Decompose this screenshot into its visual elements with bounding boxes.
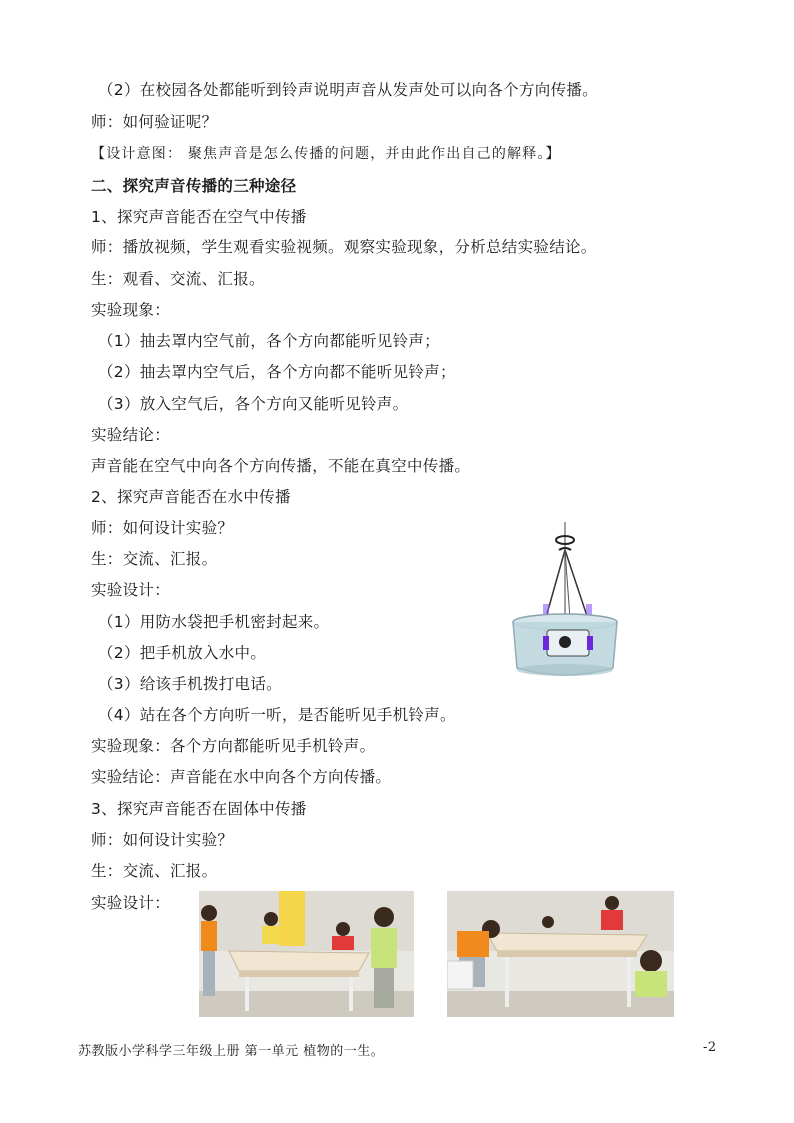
water-tank-photo (503, 520, 627, 686)
text-line: 声音能在空气中向各个方向传播，不能在真空中传播。 (91, 457, 471, 475)
text-line: 师：如何验证呢？ (91, 113, 218, 131)
text-line: 实验设计： (91, 581, 171, 599)
text-line: 师：如何设计实验？ (91, 519, 234, 537)
text-line: （1）抽去罩内空气前，各个方向都能听见铃声； (98, 332, 440, 350)
text-line: 2、探究声音能否在水中传播 (91, 488, 291, 506)
section-heading: 二、探究声音传播的三种途径 (91, 177, 297, 195)
text-line: （1）用防水袋把手机密封起来。 (98, 613, 330, 631)
footer-left: 苏教版小学科学三年级上册 第一单元 植物的一生。 (78, 1044, 385, 1059)
children-table-photo-2 (447, 891, 674, 1017)
text-line: 实验设计： (91, 894, 171, 912)
text-line: 生：交流、汇报。 (91, 550, 218, 568)
text-line: 师：播放视频，学生观看实验视频。观察实验现象，分析总结实验结论。 (91, 238, 597, 256)
design-intent-line: 【设计意图： 聚焦声音是怎么传播的问题，并由此作出自己的解释。】 (91, 146, 561, 162)
text-line: （2）在校园各处都能听到铃声说明声音从发声处可以向各个方向传播。 (98, 81, 598, 99)
text-line: 3、探究声音能否在固体中传播 (91, 800, 307, 818)
children-table-photo-1 (199, 891, 414, 1017)
text-line: 1、探究声音能否在空气中传播 (91, 208, 307, 226)
text-line: （3）给该手机拨打电话。 (98, 675, 282, 693)
text-line: 师：如何设计实验？ (91, 831, 234, 849)
text-line: 生：交流、汇报。 (91, 862, 218, 880)
text-line: 实验结论：声音能在水中向各个方向传播。 (91, 768, 392, 786)
text-line: 实验现象： (91, 301, 171, 319)
text-line: （2）把手机放入水中。 (98, 644, 267, 662)
text-line: 实验现象：各个方向都能听见手机铃声。 (91, 737, 376, 755)
text-line: （3）放入空气后，各个方向又能听见铃声。 (98, 395, 409, 413)
text-line: 生：观看、交流、汇报。 (91, 270, 265, 288)
text-line: （2）抽去罩内空气后，各个方向都不能听见铃声； (98, 363, 456, 381)
text-line: 实验结论： (91, 426, 171, 444)
text-line: （4）站在各个方向听一听，是否能听见手机铃声。 (98, 706, 456, 724)
page-number: -2 (703, 1040, 717, 1055)
